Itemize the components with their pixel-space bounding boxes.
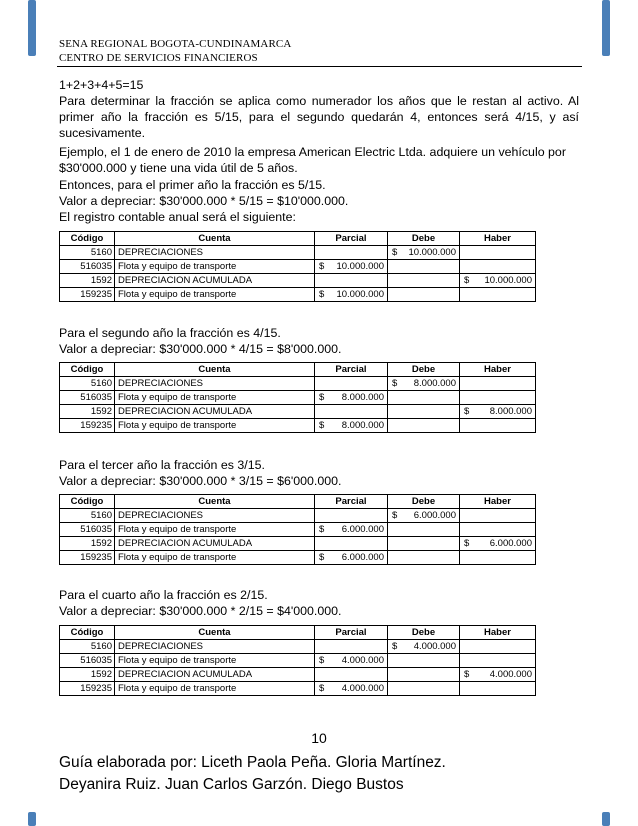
column-header: Cuenta <box>115 626 315 640</box>
parcial-cell <box>315 509 388 523</box>
column-header: Debe <box>388 495 460 509</box>
column-header: Cuenta <box>115 495 315 509</box>
table-row <box>60 523 536 537</box>
currency-symbol: $ <box>319 420 325 431</box>
column-header: Código <box>60 232 115 246</box>
column-header: Parcial <box>315 232 388 246</box>
footer-line-2: Deyanira Ruiz. Juan Carlos Garzón. Diego Bustos <box>59 776 404 793</box>
haber-cell <box>460 405 536 419</box>
page-footer <box>59 752 599 796</box>
debe-cell <box>388 537 460 551</box>
account-name: DEPRECIACIONES <box>115 246 315 260</box>
currency-symbol: $ <box>319 289 325 300</box>
parcial-cell <box>315 288 388 302</box>
parcial-amount: 4.000.000 <box>341 683 384 694</box>
header-line-2: CENTRO DE SERVICIOS FINANCIEROS <box>59 52 258 64</box>
year-2-value: Valor a depreciar: $30'000.000 * 4/15 = $8'000.000. <box>59 342 342 356</box>
formula: 1+2+3+4+5=15 <box>59 78 144 92</box>
currency-symbol: $ <box>319 683 325 694</box>
debe-cell <box>388 419 460 433</box>
parcial-cell <box>315 274 388 288</box>
haber-amount: 6.000.000 <box>489 538 532 549</box>
column-header: Parcial <box>315 626 388 640</box>
debe-cell <box>388 509 460 523</box>
parcial-cell <box>315 654 388 668</box>
record-note: El registro contable anual será el siguiente: <box>59 210 296 224</box>
page-number: 10 <box>311 730 327 746</box>
haber-cell <box>460 640 536 654</box>
first-fraction: Entonces, para el primer año la fracción es 5/15. <box>59 178 326 192</box>
debe-cell <box>388 288 460 302</box>
year-4-value: Valor a depreciar: $30'000.000 * 2/15 = $4'000.000. <box>59 604 342 618</box>
account-name: DEPRECIACION ACUMULADA <box>115 668 315 682</box>
account-code: 5160 <box>60 246 115 260</box>
column-header: Parcial <box>315 495 388 509</box>
debe-cell <box>388 523 460 537</box>
debe-amount: 10.000.000 <box>408 247 456 258</box>
haber-amount: 10.000.000 <box>484 275 532 286</box>
table-row <box>60 260 536 274</box>
debe-cell <box>388 260 460 274</box>
ledger-table-year-3 <box>59 494 536 565</box>
column-header: Debe <box>388 232 460 246</box>
debe-cell <box>388 682 460 696</box>
haber-cell <box>460 391 536 405</box>
column-header: Debe <box>388 626 460 640</box>
parcial-cell <box>315 260 388 274</box>
haber-amount: 8.000.000 <box>489 406 532 417</box>
column-header: Código <box>60 495 115 509</box>
parcial-cell <box>315 405 388 419</box>
table-row <box>60 551 536 565</box>
currency-symbol: $ <box>392 378 398 389</box>
account-code: 516035 <box>60 260 115 274</box>
column-header: Haber <box>460 363 536 377</box>
account-code: 159235 <box>60 419 115 433</box>
account-name: Flota y equipo de transporte <box>115 391 315 405</box>
debe-cell <box>388 405 460 419</box>
parcial-amount: 8.000.000 <box>341 420 384 431</box>
account-code: 516035 <box>60 391 115 405</box>
account-code: 1592 <box>60 668 115 682</box>
table-row <box>60 640 536 654</box>
debe-cell <box>388 654 460 668</box>
debe-cell <box>388 274 460 288</box>
header-line-1: SENA REGIONAL BOGOTA-CUNDINAMARCA <box>59 38 292 50</box>
account-code: 159235 <box>60 551 115 565</box>
parcial-cell <box>315 668 388 682</box>
account-name: Flota y equipo de transporte <box>115 260 315 274</box>
year-3-value: Valor a depreciar: $30'000.000 * 3/15 = $6'000.000. <box>59 474 342 488</box>
explanation-paragraph: Para determinar la fracción se aplica como numerador los años que le restan al activo. Al primer año la fracción es 5/15, para el segundo quedarán 4, entonces será 4/15, y así sucesivamente. <box>59 94 579 140</box>
debe-amount: 8.000.000 <box>413 378 456 389</box>
parcial-cell <box>315 523 388 537</box>
debe-amount: 4.000.000 <box>413 641 456 652</box>
example-paragraph: Ejemplo, el 1 de enero de 2010 la empresa American Electric Ltda. adquiere un vehículo por $30'000.000 y tiene una vida útil de 5 años. <box>59 145 566 175</box>
haber-cell <box>460 551 536 565</box>
column-header: Parcial <box>315 363 388 377</box>
table-row <box>60 654 536 668</box>
account-name: DEPRECIACIONES <box>115 377 315 391</box>
corner-bar-top-left <box>28 0 36 56</box>
haber-cell <box>460 682 536 696</box>
column-header: Código <box>60 626 115 640</box>
account-name: DEPRECIACION ACUMULADA <box>115 537 315 551</box>
haber-cell <box>460 260 536 274</box>
parcial-cell <box>315 377 388 391</box>
haber-cell <box>460 654 536 668</box>
debe-cell <box>388 551 460 565</box>
debe-cell <box>388 668 460 682</box>
parcial-amount: 6.000.000 <box>341 552 384 563</box>
debe-cell <box>388 640 460 654</box>
haber-cell <box>460 246 536 260</box>
ledger-table-year-4 <box>59 625 536 696</box>
account-code: 159235 <box>60 288 115 302</box>
currency-symbol: $ <box>464 406 470 417</box>
account-code: 5160 <box>60 640 115 654</box>
currency-symbol: $ <box>392 247 398 258</box>
ledger-table-year-2 <box>59 362 536 433</box>
account-code: 1592 <box>60 537 115 551</box>
table-row <box>60 405 536 419</box>
haber-cell <box>460 537 536 551</box>
column-header: Cuenta <box>115 232 315 246</box>
table-row <box>60 274 536 288</box>
haber-cell <box>460 419 536 433</box>
debe-amount: 6.000.000 <box>413 510 456 521</box>
haber-cell <box>460 274 536 288</box>
table-row <box>60 288 536 302</box>
column-header: Haber <box>460 495 536 509</box>
account-name: DEPRECIACION ACUMULADA <box>115 405 315 419</box>
table-row <box>60 537 536 551</box>
column-header: Haber <box>460 232 536 246</box>
parcial-amount: 4.000.000 <box>341 655 384 666</box>
parcial-amount: 10.000.000 <box>336 261 384 272</box>
account-name: Flota y equipo de transporte <box>115 682 315 696</box>
haber-cell <box>460 523 536 537</box>
account-name: Flota y equipo de transporte <box>115 523 315 537</box>
currency-symbol: $ <box>392 510 398 521</box>
account-code: 5160 <box>60 509 115 523</box>
page-header <box>59 37 579 65</box>
table-row <box>60 377 536 391</box>
table-row <box>60 509 536 523</box>
account-code: 516035 <box>60 654 115 668</box>
currency-symbol: $ <box>319 655 325 666</box>
account-code: 1592 <box>60 274 115 288</box>
parcial-amount: 6.000.000 <box>341 524 384 535</box>
haber-cell <box>460 377 536 391</box>
account-name: Flota y equipo de transporte <box>115 551 315 565</box>
parcial-cell <box>315 640 388 654</box>
parcial-cell <box>315 391 388 405</box>
column-header: Código <box>60 363 115 377</box>
account-code: 516035 <box>60 523 115 537</box>
parcial-amount: 8.000.000 <box>341 392 384 403</box>
haber-cell <box>460 288 536 302</box>
currency-symbol: $ <box>319 392 325 403</box>
account-name: Flota y equipo de transporte <box>115 288 315 302</box>
corner-bar-bottom-left <box>28 812 36 826</box>
table-header-row <box>60 363 536 377</box>
currency-symbol: $ <box>319 524 325 535</box>
currency-symbol: $ <box>319 261 325 272</box>
parcial-cell <box>315 246 388 260</box>
account-code: 1592 <box>60 405 115 419</box>
footer-line-1: Guía elaborada por: Liceth Paola Peña. Gloria Martínez. <box>59 754 446 771</box>
parcial-amount: 10.000.000 <box>336 289 384 300</box>
table-header-row <box>60 232 536 246</box>
currency-symbol: $ <box>392 641 398 652</box>
currency-symbol: $ <box>464 669 470 680</box>
corner-bar-bottom-right <box>602 812 610 826</box>
account-code: 5160 <box>60 377 115 391</box>
haber-cell <box>460 509 536 523</box>
parcial-cell <box>315 682 388 696</box>
ledger-table-year-1 <box>59 231 536 302</box>
table-header-row <box>60 495 536 509</box>
table-row <box>60 668 536 682</box>
table-header-row <box>60 626 536 640</box>
year-4-fraction: Para el cuarto año la fracción es 2/15. <box>59 588 268 602</box>
first-value: Valor a depreciar: $30'000.000 * 5/15 = $10'000.000. <box>59 194 349 208</box>
column-header: Cuenta <box>115 363 315 377</box>
account-name: Flota y equipo de transporte <box>115 654 315 668</box>
table-row <box>60 682 536 696</box>
haber-amount: 4.000.000 <box>489 669 532 680</box>
account-name: DEPRECIACIONES <box>115 640 315 654</box>
currency-symbol: $ <box>464 275 470 286</box>
currency-symbol: $ <box>464 538 470 549</box>
table-row <box>60 419 536 433</box>
parcial-cell <box>315 551 388 565</box>
haber-cell <box>460 668 536 682</box>
parcial-cell <box>315 537 388 551</box>
debe-cell <box>388 391 460 405</box>
account-code: 159235 <box>60 682 115 696</box>
currency-symbol: $ <box>319 552 325 563</box>
account-name: DEPRECIACION ACUMULADA <box>115 274 315 288</box>
account-name: Flota y equipo de transporte <box>115 419 315 433</box>
account-name: DEPRECIACIONES <box>115 509 315 523</box>
debe-cell <box>388 377 460 391</box>
table-row <box>60 391 536 405</box>
column-header: Haber <box>460 626 536 640</box>
corner-bar-top-right <box>602 0 610 56</box>
debe-cell <box>388 246 460 260</box>
column-header: Debe <box>388 363 460 377</box>
header-rule <box>57 66 582 67</box>
table-row <box>60 246 536 260</box>
parcial-cell <box>315 419 388 433</box>
year-3-fraction: Para el tercer año la fracción es 3/15. <box>59 458 265 472</box>
year-2-fraction: Para el segundo año la fracción es 4/15. <box>59 326 281 340</box>
